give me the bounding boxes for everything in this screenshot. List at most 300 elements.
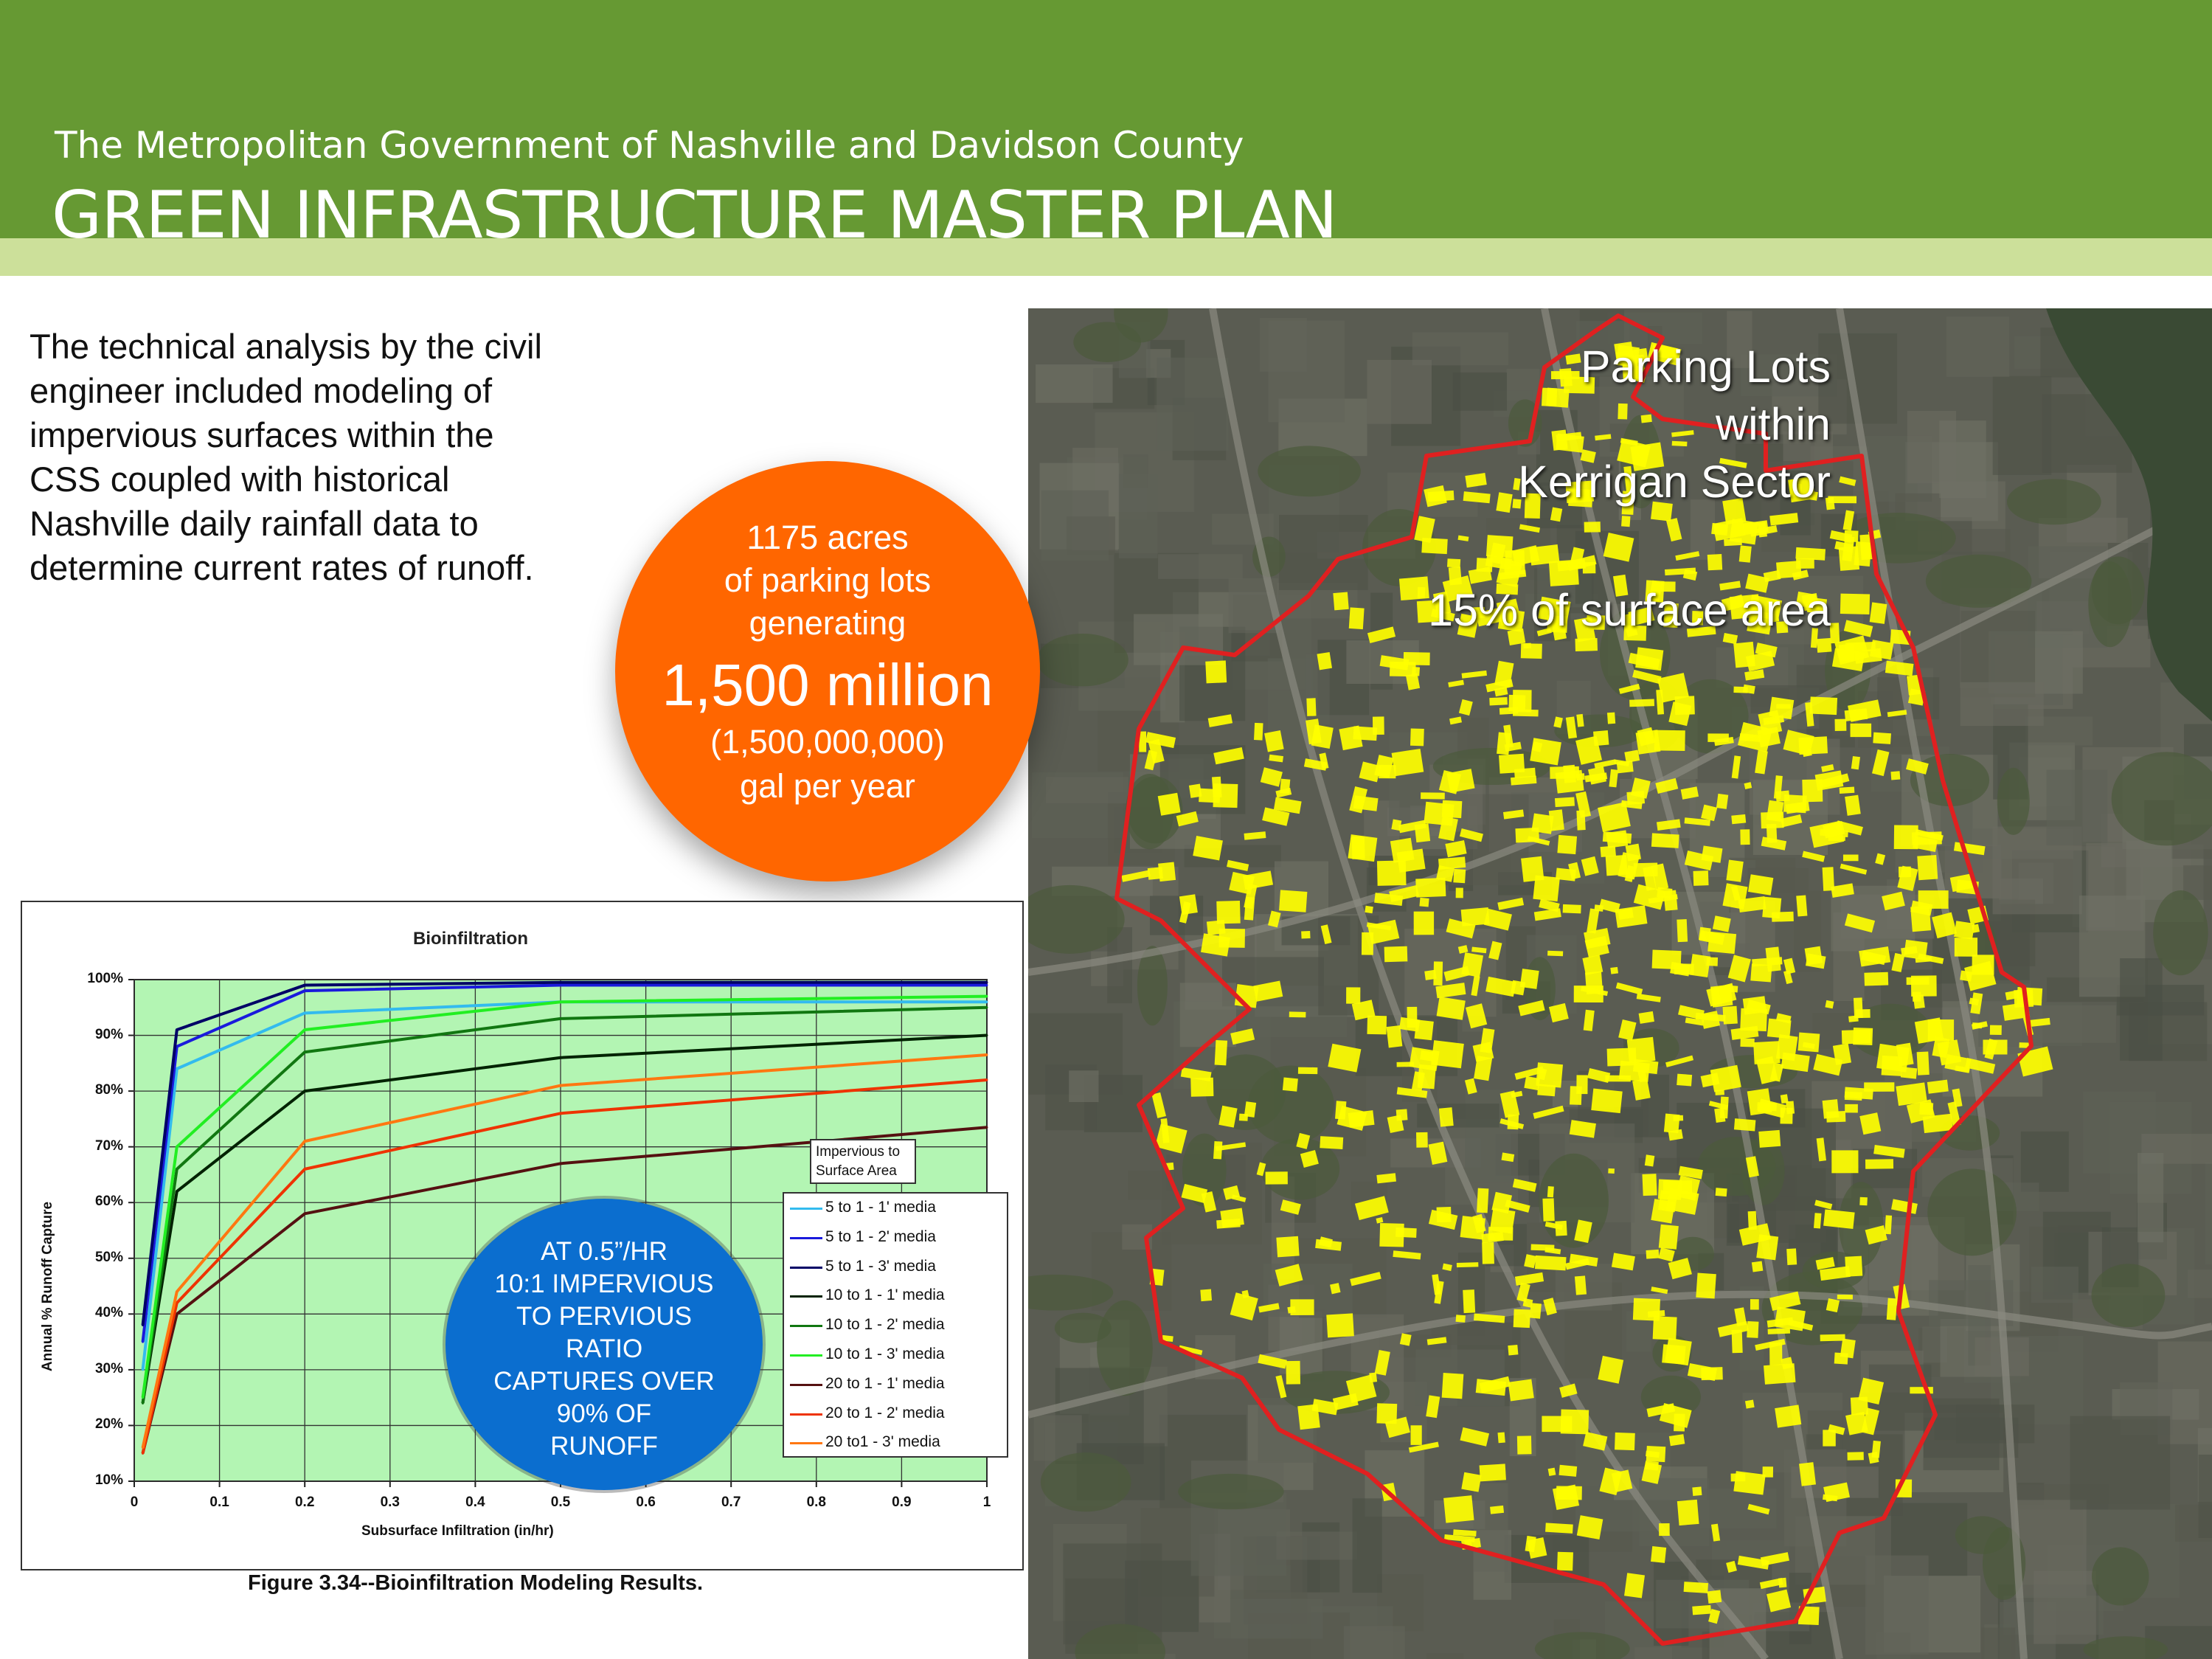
data-point	[142, 1341, 144, 1343]
parking-lot	[1508, 1379, 1534, 1401]
parking-lot	[1605, 1076, 1630, 1082]
map-texture	[1269, 320, 1345, 422]
parking-lot	[1397, 849, 1426, 873]
parking-lot	[1254, 723, 1263, 741]
parking-lot	[1739, 545, 1752, 562]
parking-lot	[1826, 1298, 1840, 1312]
parking-lot	[1205, 660, 1227, 683]
parking-lot	[1610, 967, 1618, 974]
parking-lot	[1672, 441, 1688, 446]
parking-lot	[1216, 901, 1240, 924]
parking-lot	[1955, 938, 1977, 957]
parking-lot	[1618, 404, 1627, 420]
parking-lot	[1280, 779, 1290, 794]
parking-lot	[1662, 1344, 1685, 1365]
parking-lot	[1521, 856, 1544, 882]
parking-lot	[1615, 1433, 1635, 1450]
data-point	[560, 984, 562, 986]
parking-lot	[1911, 975, 1937, 996]
parking-lot	[1677, 1500, 1699, 1525]
parking-lot	[1701, 1367, 1723, 1380]
parking-lot	[1607, 713, 1615, 724]
map-texture	[2188, 1270, 2212, 1298]
parking-lot	[1548, 1468, 1556, 1476]
parking-lot	[1733, 642, 1755, 668]
legend-swatch	[790, 1384, 822, 1386]
parking-lot	[1148, 867, 1163, 880]
parking-lot	[1477, 1188, 1488, 1213]
parking-lot	[1456, 1315, 1466, 1323]
parking-lot	[1463, 1289, 1475, 1313]
parking-lot	[1825, 1000, 1834, 1009]
callout-line: CAPTURES OVER	[493, 1367, 715, 1396]
parking-lot	[1624, 1573, 1645, 1598]
legend-item	[784, 1253, 1005, 1282]
data-point	[986, 1001, 988, 1003]
parking-lot	[1547, 1186, 1554, 1197]
parking-lot	[1645, 1461, 1659, 1470]
legend-label: 10 to 1 - 2' media	[825, 1316, 945, 1334]
parking-lot	[1244, 1101, 1256, 1118]
parking-lot	[1842, 1030, 1871, 1045]
parking-lot	[1476, 1379, 1506, 1396]
parking-lot	[1772, 912, 1794, 922]
intro-line: engineer included modeling of	[30, 371, 493, 410]
parking-lot	[1621, 516, 1630, 527]
callout-line: RATIO	[565, 1334, 643, 1363]
y-tick-label: 40%	[94, 1305, 123, 1321]
parking-lot	[1577, 1515, 1603, 1539]
parking-lot	[1287, 1306, 1296, 1314]
x-tick-label: 0.9	[892, 1495, 912, 1510]
parking-lot	[1418, 587, 1426, 598]
organization-name: The Metropolitan Government of Nashville and Davidson County	[55, 124, 1244, 167]
map-texture	[1277, 1531, 1357, 1559]
map-texture	[1946, 316, 2009, 377]
parking-lot	[1395, 1227, 1417, 1238]
map-greenery	[2092, 1264, 2166, 1327]
y-tick-label: 50%	[94, 1249, 123, 1265]
parking-lot	[1696, 1272, 1716, 1298]
legend-label: 10 to 1 - 3' media	[825, 1345, 945, 1362]
parking-lot	[1482, 1242, 1494, 1264]
parking-lot	[1776, 561, 1802, 578]
map-texture	[2138, 1153, 2163, 1242]
parking-lot	[1775, 791, 1789, 802]
parking-lot	[1420, 1050, 1434, 1061]
legend-item	[784, 1370, 1005, 1399]
parking-lot	[1847, 1452, 1863, 1460]
parking-lot	[1456, 888, 1463, 898]
data-point	[304, 1168, 306, 1170]
parking-lot	[1576, 1075, 1587, 1094]
map-greenery	[1955, 1516, 2010, 1554]
map-texture	[1939, 420, 1986, 498]
parking-lot	[1659, 1225, 1679, 1250]
parking-lot	[1547, 951, 1563, 957]
data-point	[560, 1056, 562, 1059]
data-point	[142, 1447, 144, 1449]
map-greenery	[1248, 1065, 1334, 1143]
parking-lot	[1326, 1313, 1354, 1337]
legend-swatch	[790, 1442, 822, 1444]
parking-lot	[1411, 1425, 1422, 1445]
parking-lot	[1608, 1168, 1615, 1174]
legend-item	[784, 1223, 1005, 1253]
parking-lot	[1845, 795, 1861, 816]
parking-lot	[1497, 732, 1511, 755]
capture-callout	[445, 1199, 763, 1490]
figure-caption: Figure 3.34--Bioinfiltration Modeling Results.	[248, 1571, 704, 1595]
x-tick-label: 0.2	[294, 1495, 315, 1510]
data-point	[986, 1079, 988, 1081]
parking-lot	[1843, 854, 1859, 861]
parking-lot	[1710, 985, 1733, 1008]
parking-lot	[1286, 1361, 1300, 1385]
parking-lot	[1575, 638, 1598, 651]
parking-lot	[1453, 869, 1466, 883]
parking-lot	[1882, 1056, 1903, 1076]
parking-lot	[1692, 1605, 1711, 1615]
parking-lot	[1348, 834, 1377, 862]
parking-lot	[1733, 687, 1747, 693]
parking-lot	[1726, 859, 1743, 882]
parking-lot	[1990, 1025, 2002, 1035]
chart-title: Bioinfiltration	[413, 929, 528, 949]
legend-label: 20 to 1 - 1' media	[825, 1374, 945, 1392]
map-texture	[1691, 499, 1715, 560]
parking-lot	[1629, 699, 1654, 707]
parking-lot	[1840, 594, 1870, 614]
parking-lot	[1795, 547, 1826, 561]
parking-lot	[1588, 766, 1606, 785]
parking-lot	[1767, 800, 1784, 822]
legend-swatch	[790, 1208, 822, 1210]
data-point	[986, 1054, 988, 1056]
map-texture	[1453, 373, 1507, 411]
parking-lot	[1885, 1215, 1892, 1234]
map-label-line: within	[1716, 399, 1831, 449]
y-tick-label: 10%	[94, 1472, 123, 1488]
data-point	[560, 1112, 562, 1115]
parking-lot	[1549, 560, 1579, 586]
parking-lot	[1346, 987, 1360, 1003]
parking-lot	[1845, 1104, 1858, 1113]
legend-label: 20 to1 - 3' media	[825, 1433, 940, 1451]
data-point	[560, 1163, 562, 1165]
callout-line: 90% OF	[556, 1399, 652, 1428]
parking-lot	[1266, 1171, 1288, 1184]
parking-lot	[1814, 1213, 1822, 1228]
legend-swatch	[790, 1325, 822, 1327]
parking-lot	[1200, 1289, 1212, 1302]
parking-lot	[1641, 415, 1652, 423]
parking-lot	[1559, 368, 1573, 387]
legend-item	[784, 1428, 1005, 1458]
parking-lot	[1899, 867, 1911, 878]
parking-lot	[1301, 931, 1310, 939]
map-texture	[1344, 1626, 1405, 1659]
map-label-line: Kerrigan Sector	[1518, 457, 1831, 507]
parking-lot	[1582, 955, 1603, 975]
legend-item	[784, 1340, 1005, 1370]
map-greenery	[1927, 1168, 2017, 1255]
x-tick-label: 0	[130, 1495, 139, 1510]
parking-lot	[1617, 761, 1634, 773]
intro-text	[30, 325, 605, 590]
map-texture	[2120, 958, 2163, 1061]
parking-map	[1028, 308, 2212, 1659]
parking-lot	[1633, 1298, 1660, 1321]
parking-lot	[1496, 492, 1512, 513]
data-point	[176, 1146, 178, 1148]
parking-lot	[1775, 1405, 1801, 1427]
callout-line: TO PERVIOUS	[516, 1302, 692, 1331]
parking-lot	[1840, 1338, 1856, 1358]
parking-lot	[1442, 1373, 1464, 1399]
data-point	[176, 1291, 178, 1293]
parking-lot	[1706, 957, 1718, 966]
parking-lot	[1651, 833, 1679, 848]
map-texture	[2034, 1571, 2096, 1644]
parking-lot	[1212, 777, 1222, 798]
data-point	[176, 1168, 178, 1170]
data-point	[986, 1126, 988, 1129]
y-tick-label: 30%	[94, 1360, 123, 1376]
map-texture	[2047, 770, 2108, 845]
parking-lot	[1443, 1495, 1474, 1523]
y-tick-label: 90%	[94, 1026, 123, 1042]
parking-lot	[1752, 1261, 1764, 1272]
chart-legend	[783, 1192, 1008, 1458]
parking-lot	[1499, 754, 1525, 774]
parking-lot	[1461, 952, 1483, 977]
parking-lot	[1673, 1115, 1683, 1121]
parking-lot	[1734, 1118, 1755, 1131]
data-point	[142, 1452, 144, 1455]
callout-line: RUNOFF	[550, 1432, 658, 1461]
parking-lot	[1693, 870, 1709, 886]
parking-lot	[1635, 647, 1663, 671]
parking-lot	[1677, 1074, 1692, 1087]
parking-lot	[1887, 1298, 1897, 1320]
map-greenery	[1258, 446, 1361, 496]
x-tick-label: 0.4	[465, 1495, 485, 1510]
parking-lot	[1575, 1275, 1587, 1295]
map-texture	[1041, 491, 1109, 561]
parking-lot	[1796, 895, 1807, 916]
legend-item	[784, 1311, 1005, 1340]
x-tick-label: 0.5	[550, 1495, 571, 1510]
parking-lot	[1520, 969, 1539, 989]
callout-line: 10:1 IMPERVIOUS	[494, 1270, 714, 1298]
map-texture	[2205, 1163, 2212, 1264]
map-texture	[2126, 841, 2173, 900]
map-greenery	[2092, 1547, 2149, 1605]
map-label-line: Parking Lots	[1580, 342, 1831, 392]
legend-label: 5 to 1 - 2' media	[825, 1227, 936, 1245]
map-greenery	[1178, 1474, 1283, 1509]
legend-label: 5 to 1 - 3' media	[825, 1257, 936, 1275]
parking-lot	[1298, 1067, 1317, 1075]
parking-lot	[1311, 724, 1334, 749]
parking-runoff-callout	[615, 461, 1040, 882]
map-texture	[1960, 682, 2044, 726]
data-point	[986, 1034, 988, 1036]
parking-lot	[1972, 955, 1994, 974]
parking-lot	[1917, 1051, 1930, 1075]
legend-title: Impervious to Surface Area	[810, 1139, 916, 1184]
surface-share-label: 15% of surface area	[1428, 585, 1831, 635]
parking-lot	[1810, 696, 1837, 715]
parking-lot	[1767, 824, 1778, 843]
map-texture	[1865, 1556, 1929, 1655]
map-texture	[1956, 1405, 2034, 1443]
parking-lot	[1550, 766, 1579, 779]
parking-lot	[1768, 1328, 1790, 1334]
map-texture	[1046, 777, 1128, 803]
map-texture	[1982, 1627, 2016, 1659]
legend-item	[784, 1194, 1005, 1223]
data-point	[986, 981, 988, 983]
parking-lot	[1546, 388, 1570, 408]
map-greenery	[2153, 890, 2208, 975]
parking-lot	[1645, 1154, 1655, 1166]
map-texture	[1634, 1647, 1672, 1659]
parking-lot	[1439, 1107, 1454, 1126]
parking-lot	[1802, 779, 1823, 802]
parking-lot	[1823, 1209, 1855, 1229]
x-axis-label: Subsurface Infiltration (in/hr)	[361, 1523, 554, 1539]
parking-lot	[1551, 430, 1567, 451]
parking-lot	[1283, 1077, 1298, 1091]
parking-lot	[1276, 1236, 1299, 1258]
parking-lot	[1659, 1523, 1670, 1536]
parking-lot	[1339, 725, 1362, 750]
parking-lot	[1576, 810, 1585, 830]
parking-lot	[1917, 855, 1938, 880]
parking-lot	[1523, 643, 1531, 649]
data-point	[142, 1324, 144, 1326]
map-texture	[1158, 554, 1243, 579]
parking-lot	[1320, 1136, 1343, 1149]
parking-lot	[1677, 919, 1688, 942]
parking-lot	[1781, 1094, 1789, 1104]
parking-lot	[1657, 887, 1672, 898]
parking-lot	[1415, 1019, 1434, 1040]
parking-lot	[1684, 1582, 1708, 1593]
parking-lot	[1396, 1109, 1408, 1121]
parking-lot	[1837, 1295, 1853, 1299]
parking-lot	[1392, 749, 1424, 776]
map-greenery	[1037, 634, 1128, 686]
parking-lot	[1557, 1552, 1573, 1571]
parking-lot	[1767, 1019, 1792, 1039]
intro-line: CSS coupled with historical	[30, 460, 450, 499]
parking-lot	[1555, 797, 1575, 807]
map-texture	[1036, 364, 1112, 403]
parking-lot	[1428, 491, 1455, 502]
y-tick-label: 20%	[94, 1416, 123, 1433]
parking-lot	[1555, 1221, 1567, 1236]
data-point	[560, 1017, 562, 1019]
parking-lot	[1745, 1400, 1755, 1409]
parking-lot	[1826, 1111, 1845, 1123]
data-point	[560, 981, 562, 983]
callout-acres: 1175 acres	[746, 519, 909, 556]
parking-lot	[1758, 1130, 1781, 1148]
parking-lot	[1636, 730, 1661, 755]
parking-lot	[1763, 1466, 1774, 1478]
parking-lot	[1747, 1321, 1758, 1338]
parking-lot	[1864, 972, 1888, 986]
parking-lot	[1901, 1067, 1917, 1078]
parking-lot	[1797, 1033, 1820, 1053]
parking-lot	[1740, 1038, 1754, 1047]
map-texture	[1426, 1653, 1463, 1659]
data-point	[176, 1191, 178, 1193]
x-tick-label: 0.3	[380, 1495, 400, 1510]
parking-lot	[1591, 1088, 1623, 1113]
data-point	[304, 1213, 306, 1215]
parking-lot	[1416, 1132, 1428, 1148]
map-greenery	[1997, 768, 2030, 835]
y-axis-label: Annual % Runoff Capture	[40, 1201, 55, 1372]
map-greenery	[1073, 322, 1141, 362]
parking-lot	[1716, 1188, 1727, 1196]
x-tick-label: 0.8	[806, 1495, 826, 1510]
data-point	[304, 1090, 306, 1092]
legend-item	[784, 1399, 1005, 1429]
parking-lot	[1549, 809, 1564, 831]
data-point	[304, 1029, 306, 1031]
map-texture	[1353, 1498, 1382, 1593]
parking-lot	[1776, 704, 1791, 708]
parking-lot	[1457, 1262, 1479, 1267]
map-texture	[1157, 358, 1228, 451]
parking-lot	[1419, 898, 1429, 907]
y-tick-label: 80%	[94, 1082, 123, 1098]
parking-lot	[1365, 906, 1373, 913]
parking-lot	[1927, 1080, 1949, 1094]
parking-lot	[1424, 970, 1436, 980]
parking-lot	[1542, 1198, 1554, 1221]
data-point	[560, 1001, 562, 1003]
callout-line: of parking lots	[724, 561, 932, 599]
legend-swatch	[790, 1267, 822, 1269]
parking-lot	[1421, 538, 1447, 554]
parking-lot	[1692, 1486, 1702, 1496]
parking-lot	[1716, 794, 1728, 809]
parking-lot	[1723, 1006, 1738, 1025]
parking-lot	[1702, 845, 1723, 862]
map-texture	[1230, 1599, 1322, 1638]
parking-lot	[1514, 1309, 1530, 1328]
parking-lot	[1545, 1523, 1573, 1533]
legend-swatch	[790, 1354, 822, 1357]
parking-lot	[1873, 732, 1891, 744]
map-texture	[1180, 983, 1236, 1047]
parking-lot	[1731, 814, 1746, 824]
aerial-map-graphic	[1028, 308, 2212, 1659]
parking-lot	[1639, 1011, 1654, 1024]
data-point	[304, 990, 306, 992]
intro-line: impervious surfaces within the	[30, 415, 494, 454]
map-greenery	[1097, 1300, 1153, 1396]
parking-lot	[1442, 800, 1463, 818]
parking-lot	[1864, 1082, 1894, 1092]
map-greenery	[1041, 1452, 1131, 1511]
